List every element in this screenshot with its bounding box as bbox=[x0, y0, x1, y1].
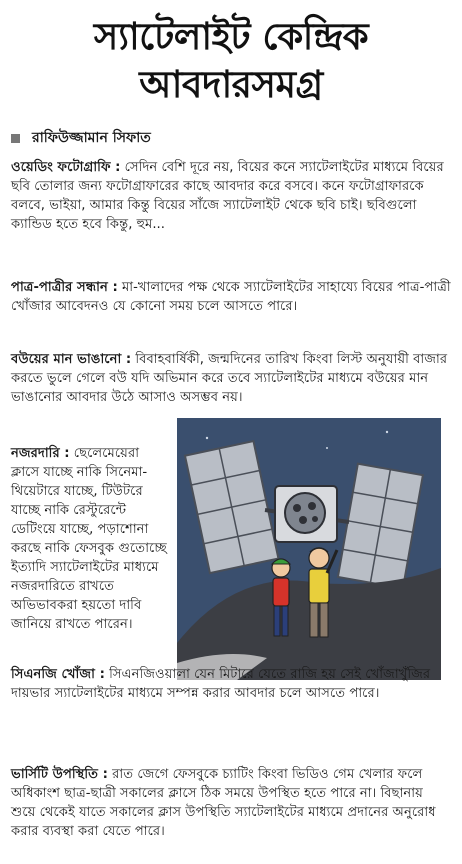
section-body: সিএনজিওয়ালা যেন মিটারে যেতে রাজি হয় সেই খোঁজাখুঁজির দায়ভার স্যাটেলাইটের মাধ্যমে সম্পন্ন করার আবদার চলে আসতে পারে। bbox=[11, 667, 431, 701]
section-body: সেদিন বেশি দূরে নয়, বিয়ের কনে স্যাটেলাইটের মাধ্যমে বিয়ের ছবি তোলার জন্য ফটোগ্রাফারের কাছে আবদার করে বসবে। কনে ফটোগ্রাফারকে বলবে, ভাইয়া, আমার কিন্তু বিয়ের সাঁজে স্যাটেলাইট থেকে ছবি চাই। ছবিগুলো ক্যান্ডিড হতে হবে কিন্তু, হুম... bbox=[11, 160, 444, 232]
section-wife-appeasement bbox=[11, 350, 451, 407]
section-heading: বউয়ের মান ভাঙানো : bbox=[11, 352, 132, 367]
section-heading: ভার্সিটি উপস্থিতি : bbox=[11, 767, 108, 782]
section-cng-search bbox=[11, 665, 451, 703]
section-wedding-photography bbox=[11, 158, 451, 234]
headline-line-1: স্যাটেলাইট কেন্দ্রিক bbox=[93, 15, 369, 58]
section-body: ছেলেমেয়েরা ক্লাসে যাচ্ছে নাকি সিনেমা-থিয়েটারে যাচ্ছে, টিউটরে যাচ্ছে নাকি রেস্টুরেন্টে ডেটিংয়ে যাচ্ছে, পড়াশোনা করছে নাকি ফেসবুক গুতোচ্ছে ইত্যাদি স্যাটেলাইটের মাধ্যমে নজরদারিতে রাখতে অভিভাবকরা হয়তো দাবি জানিয়ে রাখতে পারেন। bbox=[11, 446, 167, 632]
section-heading: নজরদারি : bbox=[11, 446, 70, 461]
section-heading: সিএনজি খোঁজা : bbox=[11, 667, 105, 682]
section-heading: ওয়েডিং ফটোগ্রাফি : bbox=[11, 160, 121, 175]
section-body: মা-খালাদের পক্ষ থেকে স্যাটেলাইটের সাহায্যে বিয়ের পাত্র-পাত্রী খোঁজার আবেদনও যে কোনো সময় চলে আসতে পারে। bbox=[11, 280, 451, 314]
byline-bullet-icon bbox=[11, 134, 20, 143]
byline bbox=[11, 126, 151, 150]
section-surveillance bbox=[11, 444, 171, 634]
section-bride-groom-search bbox=[11, 278, 451, 316]
satellite-body bbox=[265, 486, 349, 542]
author-name: রাফিউজ্জামান সিফাত bbox=[32, 130, 151, 146]
headline-line-2: আবদারসমগ্র bbox=[139, 63, 323, 106]
section-varsity-attendance bbox=[11, 765, 451, 841]
section-body: বিবাহবার্ষিকী, জন্মদিনের তারিখ কিংবা লিস্ট অনুযায়ী বাজার করতে ভুলে গেলে বউ যদি অভিমান করে তবে স্যাটেলাইটের মাধ্যমে বউয়ের মান ভাঙানোর আবদার উঠে আসাও অসম্ভব নয়। bbox=[11, 352, 448, 405]
section-heading: পাত্র-পাত্রীর সন্ধান : bbox=[11, 280, 118, 295]
section-body: রাত জেগে ফেসবুকে চ্যাটিং কিংবা ভিডিও গেম খেলার ফলে অধিকাংশ ছাত্র-ছাত্রী সকালের ক্লাসে ঠিক সময়ে উপস্থিত হতে পারে না। বিছানায় শুয়ে থেকেই যাতে সকালের ক্লাস উপস্থিতি স্যাটেলাইটের মাধ্যমে প্রদানের অনুরোধ করার ব্যবস্থা করা যেতে পারে। bbox=[11, 767, 436, 839]
satellite-cartoon-illustration bbox=[177, 418, 441, 680]
